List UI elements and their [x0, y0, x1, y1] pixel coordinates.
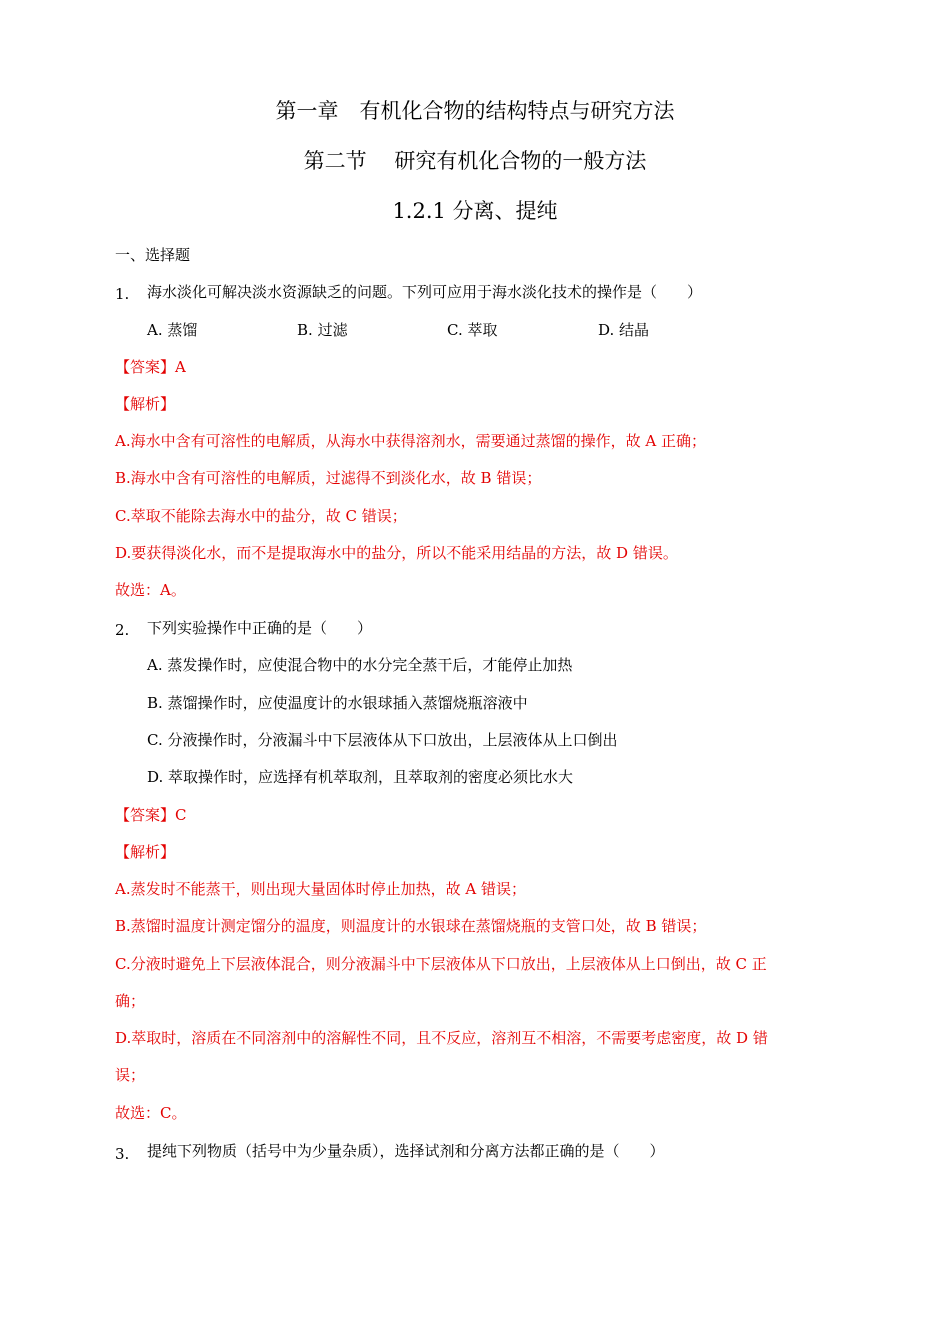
analysis-line: D.要获得淡化水，而不是提取海水中的盐分，所以不能采用结晶的方法，故 D 错误。 — [115, 544, 678, 562]
option-c — [147, 730, 618, 750]
analysis-line: C.萃取不能除去海水中的盐分，故 C 错误； — [115, 507, 407, 525]
analysis-line: B.蒸馏时温度计测定馏分的温度，则温度计的水银球在蒸馏烧瓶的支管口处，故 B 错误； — [115, 917, 707, 935]
option-text: 分液操作时，分液漏斗中下层液体从下口放出，上层液体从上口倒出 — [167, 731, 618, 749]
analysis-label: 【解析】 — [115, 843, 176, 861]
question-number: 2. — [115, 621, 130, 639]
option-letter: A. — [147, 656, 163, 674]
analysis-line: A.海水中含有可溶性的电解质，从海水中获得溶剂水，需要通过蒸馏的操作，故 A 正确； — [115, 432, 706, 450]
analysis-line: 误； — [115, 1066, 146, 1084]
option-d — [598, 320, 649, 340]
option-text: 过滤 — [317, 321, 348, 339]
analysis-line: D.萃取时，溶质在不同溶剂中的溶解性不同，且不反应，溶剂互不相溶，不需要考虑密度，故 D 错 — [115, 1029, 768, 1047]
option-text: 萃取操作时，应选择有机萃取剂，且萃取剂的密度必须比水大 — [168, 768, 574, 786]
answer-line: 【答案】C — [115, 806, 187, 824]
option-text: 蒸馏操作时，应使温度计的水银球插入蒸馏烧瓶溶液中 — [167, 694, 528, 712]
analysis-label: 【解析】 — [115, 395, 176, 413]
option-letter: C. — [147, 731, 163, 749]
question-stem: 提纯下列物质（括号中为少量杂质），选择试剂和分离方法都正确的是（ ） — [147, 1142, 665, 1160]
option-text: 结晶 — [619, 321, 650, 339]
analysis-line: A.蒸发时不能蒸干，则出现大量固体时停止加热，故 A 错误； — [115, 880, 526, 898]
option-text: 蒸发操作时，应使混合物中的水分完全蒸干后，才能停止加热 — [167, 656, 573, 674]
question-stem: 下列实验操作中正确的是（ ） — [147, 619, 373, 637]
topic-title: 1.2.1 分离、提纯 — [392, 199, 558, 223]
section-title: 第二节 研究有机化合物的一般方法 — [303, 149, 647, 173]
option-a — [147, 320, 197, 340]
analysis-conclusion: 故选：C。 — [115, 1104, 187, 1122]
part-heading: 一、选择题 — [115, 246, 191, 264]
option-letter: B. — [297, 321, 313, 339]
answer-line: 【答案】A — [115, 358, 186, 376]
question-number: 1. — [115, 285, 130, 303]
option-b — [147, 693, 528, 713]
option-c — [447, 320, 498, 340]
option-letter: D. — [598, 321, 615, 339]
option-letter: B. — [147, 694, 163, 712]
option-letter: C. — [447, 321, 463, 339]
option-d — [147, 767, 573, 787]
option-text: 萃取 — [467, 321, 498, 339]
option-letter: D. — [147, 768, 164, 786]
option-text: 蒸馏 — [167, 321, 198, 339]
analysis-line: C.分液时避免上下层液体混合，则分液漏斗中下层液体从下口放出，上层液体从上口倒出，故 C 正 — [115, 955, 767, 973]
analysis-line: 确； — [115, 992, 146, 1010]
option-b — [297, 320, 348, 340]
chapter-title: 第一章 有机化合物的结构特点与研究方法 — [275, 99, 675, 123]
question-stem: 海水淡化可解决淡水资源缺乏的问题。下列可应用于海水淡化技术的操作是（ ） — [147, 283, 703, 301]
option-a — [147, 655, 572, 675]
option-letter: A. — [147, 321, 163, 339]
question-number: 3. — [115, 1145, 130, 1163]
analysis-conclusion: 故选：A。 — [115, 581, 186, 599]
analysis-line: B.海水中含有可溶性的电解质，过滤得不到淡化水，故 B 错误； — [115, 469, 542, 487]
